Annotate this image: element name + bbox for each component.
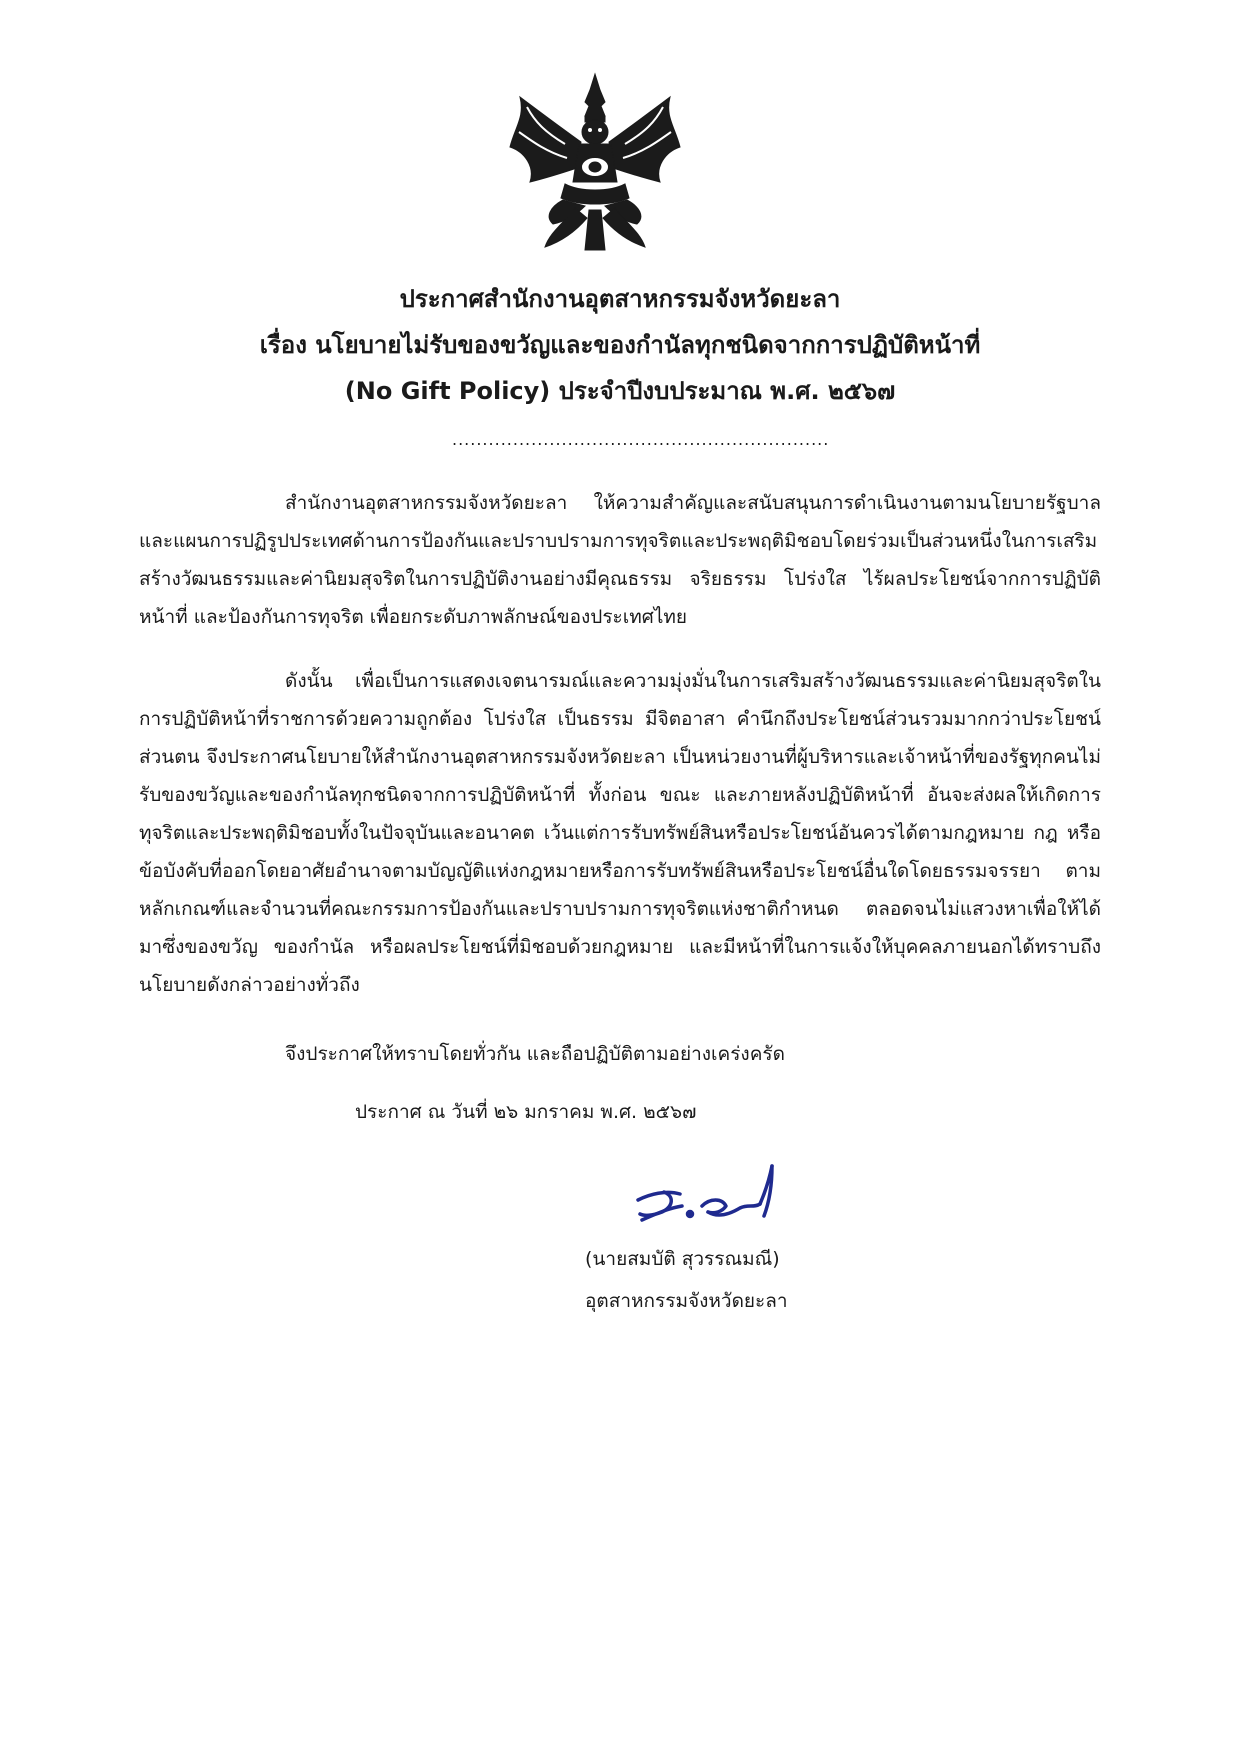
announcement-subject-policy: (No Gift Policy) ประจำปีงบประมาณ พ.ศ. ๒๕๖๗	[344, 377, 896, 405]
announcement-date: ประกาศ ณ วันที่ ๒๖ มกราคม พ.ศ. ๒๕๖๗	[355, 1101, 697, 1123]
handwritten-signature-icon	[630, 1160, 790, 1230]
title-separator: ..............................................................	[452, 430, 830, 449]
announcement-subject: เรื่อง นโยบายไม่รับของขวัญและของกำนัลทุกชนิดจากการปฏิบัติหน้าที่	[259, 331, 981, 359]
body-paragraph-2: ดังนั้น เพื่อเป็นการแสดงเจตนารมณ์และความมุ่งมั่นในการเสริมสร้างวัฒนธรรมและค่านิยมสุจริตในการปฏิบัติหน้าที่ราชการด้วยความถูกต้อง โปร่งใส เป็นธรรม มีจิตอาสา คำนึกถึงประโยชน์ส่วนรวมมากกว่าประโยชน์ส่วนตน จึงประกาศนโยบายให้สำนักงานอุตสาหกรรมจังหวัดยะลา เป็นหน่วยงานที่ผู้บริหารและเจ้าหน้าที่ของรัฐทุกคนไม่รับของขวัญและของกำนัลทุกชนิดจากการปฏิบัติหน้าที่ ทั้งก่อน ขณะ และภายหลังปฏิบัติหน้าที่ อันจะส่งผลให้เกิดการทุจริตและประพฤติมิชอบทั้งในปัจจุบันและอนาคต เว้นแต่การรับทรัพย์สินหรือประโยชน์อันควรได้ตามกฎหมาย กฎ หรือข้อบังคับที่ออกโดยอาศัยอำนาจตามบัญญัติแห่งกฎหมายหรือการรับทรัพย์สินหรือประโยชน์อื่นใดโดยธรรมจรรยา ตามหลักเกณฑ์และจำนวนที่คณะกรรมการป้องกันและปราบปรามการทุจริตแห่งชาติกำหนด ตลอดจนไม่แสวงหาเพื่อให้ได้มาซึ่งของขวัญ ของกำนัล หรือผลประโยชน์ที่มิชอบด้วยกฎหมาย และมีหน้าที่ในการแจ้งให้บุคคลภายนอกได้ทราบถึงนโยบายดังกล่าวอย่างทั่วถึง	[139, 670, 1101, 996]
closing-statement: จึงประกาศให้ทราบโดยทั่วกัน และถือปฏิบัติตามอย่างเคร่งครัด	[285, 1043, 785, 1065]
body-paragraph-1: สำนักงานอุตสาหกรรมจังหวัดยะลา ให้ความสำคัญและสนับสนุนการดำเนินงานตามนโยบายรัฐบาล และแผนการปฏิรูปประเทศด้านการป้องกันและปราบปรามการทุจริตและประพฤติมิชอบโดยร่วมเป็นส่วนหนึ่งในการเสริมสร้างวัฒนธรรมและค่านิยมสุจริตในการปฏิบัติงานอย่างมีคุณธรรม จริยธรรม โปร่งใส ไร้ผลประโยชน์จากการปฏิบัติหน้าที่ และป้องกันการทุจริต เพื่อยกระดับภาพลักษณ์ของประเทศไทย	[139, 492, 1101, 628]
signer-name: (นายสมบัติ สุวรรณมณี)	[585, 1248, 780, 1270]
signer-position: อุตสาหกรรมจังหวัดยะลา	[585, 1290, 788, 1312]
announcement-title: ประกาศสำนักงานอุตสาหกรรมจังหวัดยะลา	[399, 285, 841, 313]
garuda-emblem-icon	[505, 72, 685, 252]
